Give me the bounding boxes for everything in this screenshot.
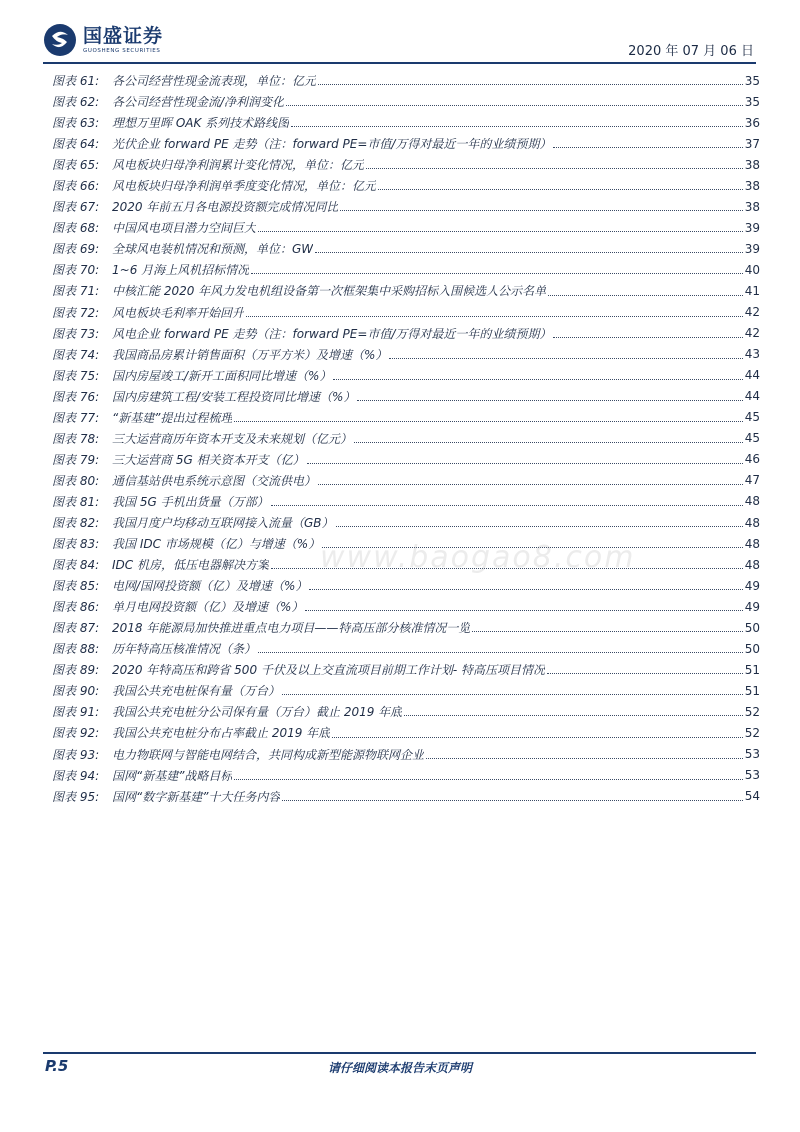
figure-label: 图表 63:: [52, 116, 100, 131]
figure-label: 图表 73:: [52, 326, 100, 341]
leader-dots: [282, 693, 743, 695]
figure-label: 图表 95:: [52, 789, 100, 804]
page-ref: 48: [744, 536, 760, 551]
figure-label: 图表 86:: [52, 600, 100, 615]
leader-dots: [553, 336, 742, 338]
toc-entry[interactable]: [52, 765, 760, 786]
toc-entry[interactable]: [52, 302, 760, 323]
page-ref: 38: [744, 178, 760, 193]
figure-label: 图表 61:: [52, 74, 100, 89]
figure-label: 图表 76:: [52, 389, 100, 404]
figure-label: 图表 79:: [52, 452, 100, 467]
figure-title: 理想万里晖 OAK 系列技术路线图: [112, 116, 290, 131]
figure-title: 2020 年前五月各电源投资额完成情况同比: [112, 200, 339, 215]
toc-entry[interactable]: [52, 70, 760, 91]
figure-label: 图表 64:: [52, 137, 100, 152]
figure-title: 我国公共充电桩分布占率截止 2019 年底: [112, 726, 331, 741]
page-ref: 42: [744, 305, 760, 320]
figure-label: 图表 93:: [52, 747, 100, 762]
figure-label: 图表 92:: [52, 726, 100, 741]
figure-label: 图表 80:: [52, 473, 100, 488]
leader-dots: [357, 399, 742, 401]
figure-title: 我国 IDC 市场规模（亿）与增速（%）: [112, 537, 321, 552]
leader-dots: [318, 83, 743, 85]
figure-label: 图表 66:: [52, 179, 100, 194]
toc-entry[interactable]: [52, 259, 760, 280]
leader-dots: [332, 736, 743, 738]
page-ref: 45: [744, 410, 760, 425]
page-ref: 39: [744, 241, 760, 256]
toc-entry[interactable]: [52, 680, 760, 701]
toc-entry[interactable]: [52, 786, 760, 807]
page-ref: 44: [744, 389, 760, 404]
leader-dots: [234, 420, 742, 422]
page-ref: 52: [744, 725, 760, 740]
leader-dots: [305, 609, 742, 611]
watermark: www.baogao8.com: [320, 540, 636, 575]
figure-title: 我国公共充电桩分公司保有量（万台）截止 2019 年底: [112, 705, 403, 720]
figure-label: 图表 91:: [52, 705, 100, 720]
leader-dots: [309, 588, 742, 590]
figure-label: 图表 71:: [52, 284, 100, 299]
toc-entry[interactable]: [52, 280, 760, 301]
leader-dots: [336, 525, 743, 527]
figure-label: 图表 82:: [52, 516, 100, 530]
figure-title: 我国月度户均移动互联网接入流量（GB）: [112, 516, 334, 530]
page-ref: 49: [744, 599, 760, 614]
figure-title: 电网/国网投资额（亿）及增速（%）: [112, 579, 308, 594]
toc-entry[interactable]: [52, 386, 760, 407]
page-ref: 38: [744, 199, 760, 214]
leader-dots: [251, 272, 743, 274]
figure-title: 风电板块毛利率开始回升: [112, 305, 245, 320]
leader-dots: [307, 462, 743, 464]
page-ref: 48: [744, 494, 760, 509]
page-ref: 48: [744, 557, 760, 572]
toc-entry[interactable]: [52, 449, 760, 470]
figure-label: 图表 70:: [52, 263, 100, 278]
leader-dots: [333, 378, 742, 380]
page-ref: 38: [744, 157, 760, 172]
toc-entry[interactable]: [52, 344, 760, 365]
toc-entry[interactable]: [52, 91, 760, 112]
page-ref: 50: [744, 641, 760, 656]
figure-label: 图表 69:: [52, 242, 100, 257]
leader-dots: [291, 125, 743, 127]
figure-label: 图表 68:: [52, 221, 100, 236]
figure-title: 国网“数字新基建”十大任务内容: [112, 789, 281, 804]
figure-title: 各公司经营性现金流表现，单位：亿元: [112, 74, 317, 89]
disclaimer-note: 请仔细阅读本报告末页声明: [327, 1061, 472, 1075]
toc-entry[interactable]: [52, 617, 760, 638]
logo-icon: [43, 23, 77, 57]
figure-label: 图表 94:: [52, 768, 100, 783]
toc-entry[interactable]: [52, 701, 760, 722]
figure-title: 光伏企业 forward PE 走势（注：forward PE=市值/万得对最近一年的业绩预期）: [112, 137, 552, 152]
footer-divider: [43, 1052, 756, 1054]
leader-dots: [547, 672, 743, 674]
figure-title: 风电板块归母净利润单季度变化情况，单位：亿元: [112, 179, 377, 194]
leader-dots: [318, 483, 743, 485]
leader-dots: [246, 315, 743, 317]
leader-dots: [340, 209, 742, 211]
figure-label: 图表 65:: [52, 158, 100, 173]
figure-title: 我国公共充电桩保有量（万台）: [112, 684, 281, 699]
page-ref: 36: [744, 115, 760, 130]
figure-title: 我国 5G 手机出货量（万部）: [112, 494, 269, 509]
toc-entry[interactable]: [52, 133, 760, 154]
leader-dots: [271, 504, 743, 506]
toc-entry[interactable]: [52, 428, 760, 449]
figure-title: 2018 年能源局加快推进重点电力项目——特高压部分核准情况一览: [112, 621, 471, 636]
page-ref: 51: [744, 662, 760, 677]
toc-entry[interactable]: [52, 659, 760, 680]
leader-dots: [258, 651, 743, 653]
figure-list: [52, 70, 760, 807]
figure-label: 图表 78:: [52, 431, 100, 446]
figure-title: 国内房屋竣工/新开工面积同比增速（%）: [112, 368, 332, 383]
figure-title: 通信基站供电系统示意图（交流供电）: [112, 473, 317, 488]
page-ref: 54: [744, 789, 760, 804]
figure-label: 图表 88:: [52, 642, 100, 657]
figure-title: 全球风电装机情况和预测，单位：GW: [112, 242, 314, 257]
toc-entry[interactable]: [52, 638, 760, 659]
leader-dots: [553, 146, 742, 148]
leader-dots: [404, 714, 743, 716]
figure-label: 图表 84:: [52, 558, 100, 573]
brand-name-en: GUOSHENG SECURITIES: [83, 48, 161, 54]
toc-entry[interactable]: [52, 175, 760, 196]
page-ref: 40: [744, 262, 760, 277]
leader-dots: [378, 188, 743, 190]
figure-title: 电力物联网与智能电网结合，共同构成新型能源物联网企业: [112, 747, 425, 762]
page-ref: 45: [744, 431, 760, 446]
brand-logo: [43, 20, 163, 60]
toc-entry[interactable]: [52, 365, 760, 386]
brand-name: 国盛证券: [83, 25, 164, 47]
leader-dots: [282, 799, 742, 801]
page-ref: 53: [744, 747, 760, 762]
figure-title: 风电企业 forward PE 走势（注：forward PE=市值/万得对最近一年的业绩预期）: [112, 326, 552, 341]
page-ref: 47: [744, 473, 760, 488]
figure-label: 图表 72:: [52, 305, 100, 320]
toc-entry[interactable]: [52, 512, 760, 533]
figure-title: “新基建”提出过程梳理: [112, 410, 233, 425]
toc-entry[interactable]: [52, 196, 760, 217]
page-ref: 52: [744, 704, 760, 719]
figure-title: 国内房建筑工程/安装工程投资同比增速（%）: [112, 389, 356, 404]
toc-entry[interactable]: [52, 323, 760, 344]
report-date: 2020 年 07 月 06 日: [628, 44, 754, 59]
toc-entry[interactable]: [52, 238, 760, 259]
page-ref: 35: [744, 73, 760, 88]
figure-title: 三大运营商 5G 相关资本开支（亿）: [112, 452, 305, 467]
page-ref: 48: [744, 515, 760, 530]
toc-entry[interactable]: [52, 407, 760, 428]
page-header: [43, 20, 756, 64]
figure-label: 图表 67:: [52, 200, 100, 215]
figure-label: 图表 81:: [52, 494, 100, 509]
figure-title: 三大运营商历年资本开支及未来规划（亿元）: [112, 431, 353, 446]
toc-entry[interactable]: [52, 217, 760, 238]
page-ref: 42: [744, 326, 760, 341]
figure-label: 图表 87:: [52, 621, 100, 636]
figure-title: 中国风电项目潜力空间巨大: [112, 221, 257, 236]
page-ref: 43: [744, 347, 760, 362]
figure-title: 各公司经营性现金流/净利润变化: [112, 95, 285, 110]
leader-dots: [366, 167, 743, 169]
leader-dots: [548, 294, 743, 296]
figure-label: 图表 90:: [52, 684, 100, 699]
page-ref: 51: [744, 683, 760, 698]
figure-label: 图表 85:: [52, 579, 100, 594]
page-ref: 39: [744, 220, 760, 235]
toc-entry[interactable]: [52, 154, 760, 175]
page-ref: 49: [744, 578, 760, 593]
leader-dots: [354, 441, 743, 443]
toc-entry[interactable]: [52, 596, 760, 617]
page-number: P.5: [45, 1057, 69, 1075]
figure-title: IDC 机房，低压电器解决方案: [112, 558, 269, 573]
leader-dots: [258, 230, 743, 232]
toc-entry[interactable]: [52, 491, 760, 512]
toc-entry[interactable]: [52, 575, 760, 596]
figure-title: 国网“新基建”战略目标: [112, 768, 233, 783]
figure-title: 2020 年特高压和跨省 500 千伏及以上交直流项目前期工作计划- 特高压项目情况: [112, 663, 546, 678]
figure-title: 单月电网投资额（亿）及增速（%）: [112, 600, 304, 615]
figure-title: 历年特高压核准情况（条）: [112, 642, 257, 657]
leader-dots: [286, 104, 743, 106]
figure-label: 图表 83:: [52, 537, 100, 552]
page-ref: 37: [744, 136, 760, 151]
page-ref: 46: [744, 452, 760, 467]
toc-entry[interactable]: [52, 470, 760, 491]
leader-dots: [389, 357, 742, 359]
leader-dots: [472, 630, 742, 632]
figure-title: 中核汇能 2020 年风力发电机组设备第一次框架集中采购招标入围候选人公示名单: [112, 284, 547, 299]
leader-dots: [426, 757, 743, 759]
toc-entry[interactable]: [52, 722, 760, 743]
toc-entry[interactable]: [52, 744, 760, 765]
figure-label: 图表 74:: [52, 347, 100, 362]
page-ref: 35: [744, 94, 760, 109]
toc-entry[interactable]: [52, 112, 760, 133]
page-ref: 44: [744, 368, 760, 383]
leader-dots: [234, 778, 742, 780]
figure-title: 风电板块归母净利润累计变化情况，单位：亿元: [112, 158, 365, 173]
page-ref: 50: [744, 620, 760, 635]
figure-label: 图表 75:: [52, 368, 100, 383]
figure-label: 图表 77:: [52, 410, 100, 425]
figure-label: 图表 89:: [52, 663, 100, 678]
page-ref: 53: [744, 768, 760, 783]
figure-title: 我国商品房累计销售面积（万平方米）及增速（%）: [112, 347, 388, 362]
header-divider: [43, 62, 756, 64]
figure-label: 图表 62:: [52, 95, 100, 110]
leader-dots: [315, 251, 743, 253]
page-ref: 41: [744, 283, 760, 298]
figure-title: 1~6 月海上风机招标情况: [112, 263, 250, 278]
